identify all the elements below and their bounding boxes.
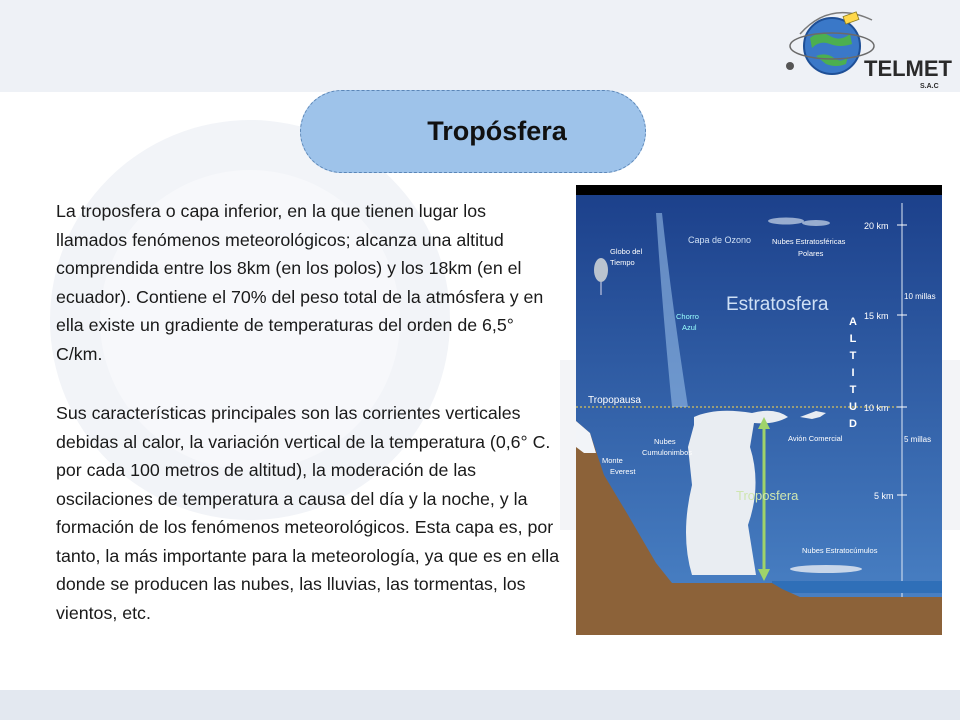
footer-band: [0, 690, 960, 720]
weather-balloon: [594, 258, 608, 282]
tropopause-label: Tropopausa: [588, 395, 641, 406]
stratocumulus-label: Nubes Estratocúmulos: [802, 546, 878, 555]
everest-label-1: Monte: [602, 456, 623, 465]
top-edge: [576, 185, 942, 195]
troposphere-diagram: [576, 185, 942, 635]
altitude-letter: T: [849, 384, 857, 396]
everest-label-2: Everest: [610, 467, 636, 476]
label-20km: 20 km: [864, 221, 889, 231]
slide-title: Tropósfera: [427, 116, 567, 146]
polar-clouds-label-2: Polares: [798, 249, 824, 258]
label-5-miles: 5 millas: [904, 435, 932, 444]
blue-jet-label-2: Azul: [682, 323, 697, 332]
altitude-letter: A: [849, 316, 857, 328]
altitude-letter: D: [849, 418, 857, 430]
paragraph-intro: La troposfera o capa inferior, en la que tienen lugar los llamados fenómenos meteorológicos; alcanza una altitud comprendida entre los 8km (en los polos) y los 18km (en el ecuador). Contiene el 70% del peso total de la atmósfera y en ella existe un gradiente de temperaturas del orden de 6,5° C/km.: [56, 201, 544, 364]
stratosphere-label: Estratosfera: [726, 294, 829, 315]
label-5km: 5 km: [874, 491, 894, 501]
airplane-label: Avión Comercial: [788, 434, 843, 443]
balloon-label-2: Tiempo: [610, 258, 635, 267]
label-10-miles: 10 millas: [904, 292, 936, 301]
cumulonimbus-label-1: Nubes: [654, 437, 676, 446]
ozone-layer-label: Capa de Ozono: [688, 235, 752, 245]
polar-cloud: [768, 218, 804, 225]
logo-suffix: S.A.C: [920, 83, 939, 90]
troposphere-label: Troposfera: [736, 488, 799, 503]
balloon-label-1: Globo del: [610, 247, 643, 256]
altitude-letter: T: [849, 350, 857, 362]
blue-jet-label-1: Chorro: [676, 312, 699, 321]
label-15km: 15 km: [864, 311, 889, 321]
cumulonimbus-label-2: Cumulonimbos: [642, 448, 693, 457]
altitude-letter: L: [849, 333, 857, 345]
label-10km: 10 km: [864, 403, 889, 413]
telmet-logo: [760, 4, 960, 90]
altitude-letter: I: [851, 367, 855, 379]
polar-cloud: [802, 220, 830, 226]
title-banner: [300, 90, 646, 173]
paragraph-characteristics: Sus características principales son las corrientes verticales debidas al calor, la variación vertical de la temperatura (0,6° C. por cada 100 metros de altitud), la moderación de las oscilaciones de temperatura a causa del día y la noche, y la formación de los fenómenos meteorológicos. Esta capa es, por tanto, la más importante para la meteorología, ya que es en ella donde se producen las nubes, las lluvias, las tormentas, los vientos, etc.: [56, 403, 560, 623]
logo-text: TELMET: [864, 56, 952, 81]
ocean: [772, 581, 942, 593]
stratocumulus-cloud: [790, 565, 862, 573]
polar-clouds-label-1: Nubes Estratosféricas: [772, 237, 846, 246]
altitude-letter: U: [849, 401, 857, 413]
